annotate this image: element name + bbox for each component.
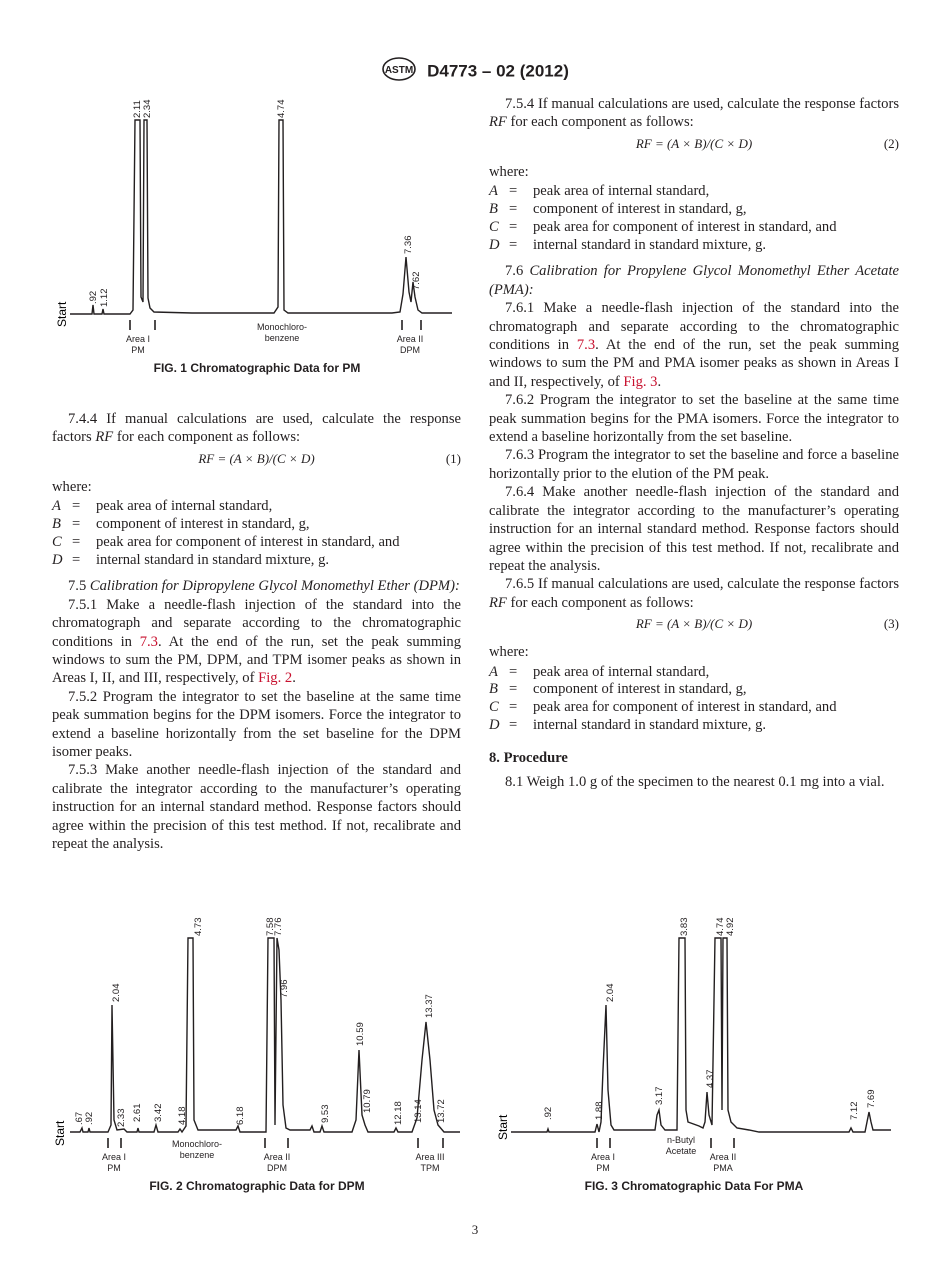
equation-1: RF = (A × B)/(C × D) (1)	[198, 450, 461, 466]
peak-label: 9.53	[320, 1104, 331, 1123]
peak-label: 7.58	[265, 917, 276, 936]
variable-definitions: A = peak area of internal standard, B = component of interest in standard, g, C = peak area for component of interest in standard, and D = internal standard in standard mixture, g.	[52, 498, 400, 568]
paragraph-7-6-1: 7.6.1 Make a needle-flash injection of the standard into the chromatograph and separate according to the chromatographic conditions in 7.3. At the end of the run, set the peak summing windows to sum the PM and PMA isomer peaks as shown in Areas I and II, respectively, of Fig. 3.	[489, 300, 899, 390]
peak-label: 7.62	[411, 271, 422, 290]
peak-label: 7.96	[279, 979, 290, 998]
peak-label: 10.59	[355, 1022, 366, 1046]
peak-label: 3.17	[654, 1086, 665, 1105]
peak-label: 6.18	[235, 1106, 246, 1125]
area-label: DPM	[267, 1163, 287, 1173]
area-label: n-Butyl	[666, 1135, 696, 1145]
peak-label: 4.37	[705, 1069, 716, 1088]
peak-label: .92	[88, 290, 99, 304]
area-label: DPM	[400, 345, 420, 355]
peak-label: 2.61	[132, 1103, 143, 1122]
page-header	[0, 56, 950, 87]
link-7-3[interactable]: 7.3	[139, 633, 158, 650]
peak-label: 12.18	[393, 1101, 404, 1125]
left-column	[52, 410, 461, 854]
peak-label: 4.73	[193, 917, 204, 936]
area-label: Area III	[415, 1152, 445, 1162]
section-8-heading: 8. Procedure	[489, 749, 568, 766]
peak-label: 4.74	[715, 917, 726, 936]
peak-label: 7.36	[403, 235, 414, 254]
area-label: Monochloro-	[256, 322, 308, 332]
paragraph-7-5-4: 7.5.4 If manual calculations are used, calculate the response factors RF for each component as follows:	[489, 96, 899, 131]
equation-3: RF = (A × B)/(C × D) (3)	[635, 616, 899, 632]
area-label: PM	[596, 1163, 610, 1173]
equation-2: RF = (A × B)/(C × D) (2)	[635, 135, 899, 151]
peak-label: 2.11	[132, 100, 143, 118]
peak-label: 3.83	[679, 917, 690, 936]
astm-logo-icon	[381, 56, 417, 87]
right-column	[489, 95, 899, 792]
peak-label: 13.72	[436, 1099, 447, 1123]
chromatogram-trace	[70, 120, 452, 314]
link-fig-2[interactable]: Fig. 2	[258, 670, 293, 687]
paragraph-7-6-4: 7.6.4 Make another needle-flash injection of the standard and calibrate the integrator according to the manufacturer’s operating instruction for an internal standard method. Response factors should agree within the precision of this test method. If not, recalibrate and repeat the analysis.	[489, 484, 899, 574]
peak-label: 2.04	[111, 983, 122, 1002]
area-label: Monochloro-	[171, 1139, 223, 1149]
peak-label: 4.92	[725, 917, 736, 936]
svg-text:ASTM: ASTM	[384, 65, 414, 76]
area-label: Acetate	[665, 1146, 697, 1156]
paragraph-8-1: 8.1 Weigh 1.0 g of the specimen to the nearest 0.1 mg into a vial.	[505, 774, 885, 791]
peak-label: 7.76	[273, 917, 284, 936]
start-label: Start	[53, 1120, 67, 1146]
area-label: Area II	[709, 1152, 737, 1162]
area-label: Area II	[396, 334, 424, 344]
paragraph-7-5-2: 7.5.2 Program the integrator to set the baseline at the same time peak summation begins for the DPM isomers. Force the integrator to extend a baseline horizontally from the set baseline for the DPM isomer peaks.	[52, 688, 461, 761]
figure-1-chromatogram	[52, 92, 462, 357]
figure-1-caption: FIG. 1 Chromatographic Data for PM	[153, 361, 361, 375]
figure-2-chromatogram	[52, 910, 462, 1175]
area-label: PM	[131, 345, 145, 355]
variable-definitions: A = peak area of internal standard, B = component of interest in standard, g, C = peak area for component of interest in standard, and D = internal standard in standard mixture, g.	[489, 183, 837, 253]
paragraph-7-6-2: 7.6.2 Program the integrator to set the baseline at the same time peak summation begins for the PMA isomers. Force the integrator to extend a baseline horizontally from the set baseline.	[489, 392, 899, 446]
chromatogram-trace	[511, 938, 891, 1132]
where-label: where:	[489, 163, 529, 180]
area-label: benzene	[179, 1150, 215, 1160]
peak-label: 1.12	[99, 288, 110, 307]
area-label: PM	[107, 1163, 121, 1173]
variable-definitions: A = peak area of internal standard, B = component of interest in standard, g, C = peak area for component of interest in standard, and D = internal standard in standard mixture, g.	[489, 663, 837, 733]
link-fig-3[interactable]: Fig. 3	[623, 373, 658, 390]
document-designation: D4773 – 02 (2012)	[427, 61, 569, 81]
peak-label: 7.69	[866, 1089, 877, 1108]
peak-label: 2.04	[605, 983, 616, 1002]
where-label: where:	[489, 644, 529, 661]
link-7-3[interactable]: 7.3	[576, 337, 596, 354]
paragraph-7-6-3: 7.6.3 Program the integrator to set the baseline and force a baseline horizontally prior to the elution of the PM peak.	[489, 447, 899, 482]
area-label: Area II	[263, 1152, 291, 1162]
peak-label: 4.74	[276, 99, 287, 118]
peak-label: .92	[84, 1111, 95, 1125]
figure-3-caption: FIG. 3 Chromatographic Data For PMA	[584, 1179, 804, 1193]
paragraph-7-5-1: 7.5.1 Make a needle-flash injection of the standard into the chromatograph and separate according to the chromatographic conditions in 7.3. At the end of the run, set the peak summing windows to sum the PM, DPM, and TPM isomer peaks as shown in Areas I, II, and III, respectively, of Fig. 2.	[52, 596, 462, 687]
peak-label: .92	[543, 1106, 554, 1120]
peak-label: 3.42	[153, 1103, 164, 1122]
peak-label: 10.79	[362, 1089, 373, 1113]
paragraph-7-6-5: 7.6.5 If manual calculations are used, calculate the response factors RF for each component as follows:	[489, 576, 899, 611]
paragraph-7-5-3: 7.5.3 Make another needle-flash injection of the standard and calibrate the integrator according to the manufacturer’s operating instruction for an internal standard method. Response factors should agree within the precision of this test method. If not, recalibrate and repeat the analysis.	[52, 762, 461, 853]
section-7-5-heading: 7.5 Calibration for Dipropylene Glycol Monomethyl Ether (DPM):	[68, 578, 460, 595]
area-label: PMA	[713, 1163, 733, 1173]
area-label: benzene	[264, 333, 300, 343]
area-label: TPM	[420, 1163, 440, 1173]
area-label: Area I	[101, 1152, 127, 1162]
paragraph-7-4-4: 7.4.4 If manual calculations are used, calculate the response factors RF for each component as follows:	[52, 411, 461, 446]
section-7-6-heading: 7.6 Calibration for Propylene Glycol Monomethyl Ether Acetate (PMA):	[489, 263, 899, 298]
figure-3-chromatogram	[489, 910, 899, 1175]
area-label: Area I	[125, 334, 151, 344]
peak-label: .67	[74, 1111, 85, 1125]
peak-label: 1.88	[594, 1101, 605, 1120]
peak-label: 2.33	[116, 1108, 127, 1127]
page-number: 3	[471, 1222, 479, 1237]
start-label: Start	[496, 1114, 510, 1140]
figure-2-caption: FIG. 2 Chromatographic Data for DPM	[149, 1179, 365, 1193]
area-label: Area I	[590, 1152, 616, 1162]
peak-label: 4.18	[177, 1106, 188, 1125]
peak-label: 7.12	[849, 1101, 860, 1120]
start-label: Start	[55, 301, 69, 327]
peak-label: 13.14	[413, 1099, 424, 1123]
peak-label: 13.37	[424, 994, 435, 1018]
where-label: where:	[52, 478, 92, 495]
peak-label: 2.34	[142, 99, 153, 118]
